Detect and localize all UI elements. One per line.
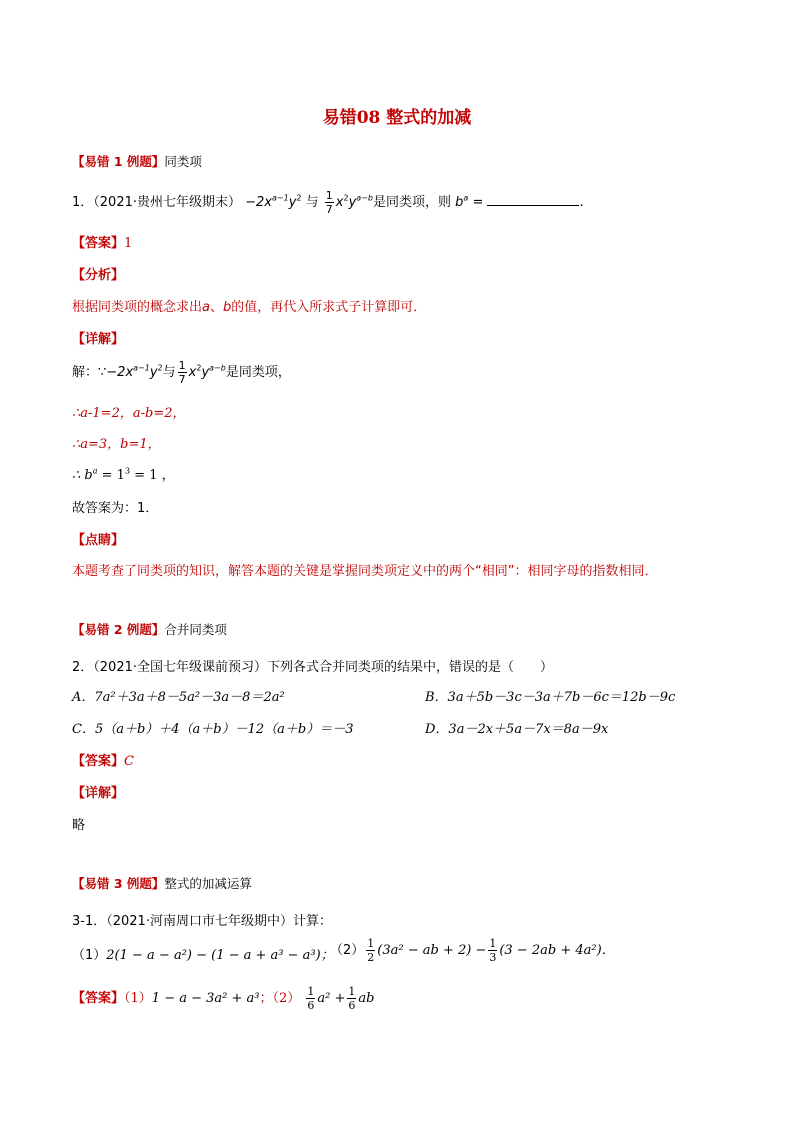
section-1-heading — [72, 152, 202, 170]
detail-1-line-5: 故答案为：1． — [72, 501, 159, 516]
answer-1: 【答案】1 — [72, 236, 133, 251]
comment-1-label: 【点睛】 — [72, 533, 125, 548]
answer-3: 【答案】（1）1 − a − 3a² + a³；（2） $\frac{1}{6}$ a² + $\frac{1}{6}$ ab — [72, 985, 375, 1012]
option-b: B．3a＋5b－3c－3a＋7b－6c＝12b－9c — [425, 690, 676, 705]
analysis-1-label: 【分析】 — [72, 268, 125, 283]
detail-2-text: 略 — [72, 818, 86, 833]
analysis-1-text: 根据同类项的概念求出a、b的值，再代入所求式子计算即可． — [72, 300, 427, 315]
page-title: 易错08 整式的加减 — [322, 108, 472, 128]
fraction-one-seventh: $\frac{1}{7}$ — [325, 189, 333, 216]
option-a: A．7a²＋3a＋8－5a²－3a－8＝2a² — [72, 690, 285, 705]
section-2-heading: 【易错 2 例题】合并同类项 — [72, 622, 227, 637]
section-tag: 【易错 1 例题】 — [72, 154, 165, 169]
detail-2-label: 【详解】 — [72, 786, 125, 801]
answer-2: 【答案】C — [72, 754, 134, 769]
section-3-heading: 【易错 3 例题】整式的加减运算 — [72, 876, 252, 891]
option-d: D．3a－2x＋5a－7x＝8a－9x — [425, 722, 609, 737]
section-label: 同类项 — [164, 154, 202, 169]
comment-1-text: 本题考查了同类项的知识，解答本题的关键是掌握同类项定义中的两个“相同”：相同字母的指数相同． — [72, 564, 658, 579]
question-3-part-1: （1）2(1 − a − a²) − (1 − a + a³ − a³)； — [72, 948, 334, 963]
question-2-stem: 2．（2021·全国七年级课前预习）下列各式合并同类项的结果中，错误的是（ ） — [72, 660, 553, 675]
detail-1-line-4: ∴ $b^a = 1^3 = 1$ ， — [72, 466, 175, 483]
detail-1-line-2: ∴a-1=2，a-b=2， — [72, 406, 186, 421]
detail-1-line-3: ∴a=3，b=1， — [72, 437, 161, 452]
answer-blank — [487, 195, 579, 206]
question-3-part-2: （2） $\frac{1}{2}$ (3a² − ab + 2) − $\frac{1}{3}$ (3 − 2ab + 4a²)． — [330, 937, 615, 964]
detail-1-line-1: 解：$\because-2x^{a-1}y^2$与 $\frac{1}{7}$ $x^2y^{a-b}$是同类项， — [72, 359, 291, 386]
option-c: C．5（a＋b）＋4（a＋b）－12（a＋b）＝－3 — [72, 722, 354, 737]
question-3-stem: 3-1．（2021·河南周口市七年级期中）计算： — [72, 914, 332, 929]
detail-1-label: 【详解】 — [72, 332, 125, 347]
question-1: 1．（2021·贵州七年级期末） $-2x^{a-1}y^2$ 与 $\frac{1}{7}$ $x^2y^{a-b}$是同类项，则 $b^a$ = . — [72, 189, 584, 216]
